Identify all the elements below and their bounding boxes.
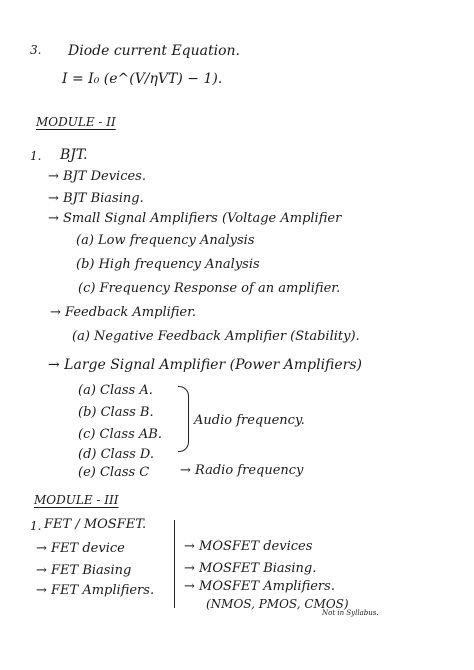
mosfet-item: → MOSFET Amplifiers. — [184, 579, 335, 594]
radio-frequency-label: → Radio frequency — [180, 463, 304, 478]
amplifier-class: (c) Class AB. — [78, 427, 162, 442]
diode-title: Diode current Equation. — [68, 43, 240, 59]
fet-item: → FET Biasing — [36, 563, 132, 578]
bjt-item: → BJT Devices. — [48, 169, 146, 184]
bjt-subitem: (b) High frequency Analysis — [76, 257, 260, 272]
amplifier-class: (a) Class A. — [78, 383, 153, 398]
mos-types: (NMOS, PMOS, CMOS) — [206, 597, 349, 611]
syllabus-note: Not in Syllabus. — [322, 609, 379, 617]
mosfet-item: → MOSFET Biasing. — [184, 561, 317, 576]
bjt-title: BJT. — [60, 147, 88, 163]
bjt-item: → Large Signal Amplifier (Power Amplifiers) — [48, 357, 363, 373]
bjt-subitem: (c) Frequency Response of an amplifier. — [78, 281, 341, 296]
bjt-item: → BJT Biasing. — [48, 191, 144, 206]
bjt-item: → Feedback Amplifier. — [50, 305, 197, 320]
item-number: 3. — [30, 43, 42, 57]
diode-equation: I = I₀ (e^(V/ηVT) − 1). — [62, 71, 223, 87]
amplifier-class: (d) Class D. — [78, 447, 155, 462]
fet-item: → FET device — [36, 541, 125, 556]
bjt-item: → Small Signal Amplifiers (Voltage Amplifier — [48, 211, 342, 226]
module-2-heading: MODULE - II — [36, 115, 116, 129]
amplifier-class: (e) Class C — [78, 465, 150, 480]
divider-line — [174, 520, 175, 608]
fet-item: → FET Amplifiers. — [36, 583, 155, 598]
module-3-heading: MODULE - III — [34, 493, 119, 507]
audio-frequency-label: Audio frequency. — [194, 413, 305, 428]
bjt-subitem: (a) Low frequency Analysis — [76, 233, 255, 248]
bjt-subitem: (a) Negative Feedback Amplifier (Stability). — [72, 329, 360, 344]
fet-title: FET / MOSFET. — [44, 517, 147, 532]
amplifier-class: (b) Class B. — [78, 405, 154, 420]
audio-bracket — [178, 386, 189, 452]
mosfet-item: → MOSFET devices — [184, 539, 313, 554]
item-number: 1. — [30, 519, 42, 533]
item-number: 1. — [30, 149, 42, 163]
